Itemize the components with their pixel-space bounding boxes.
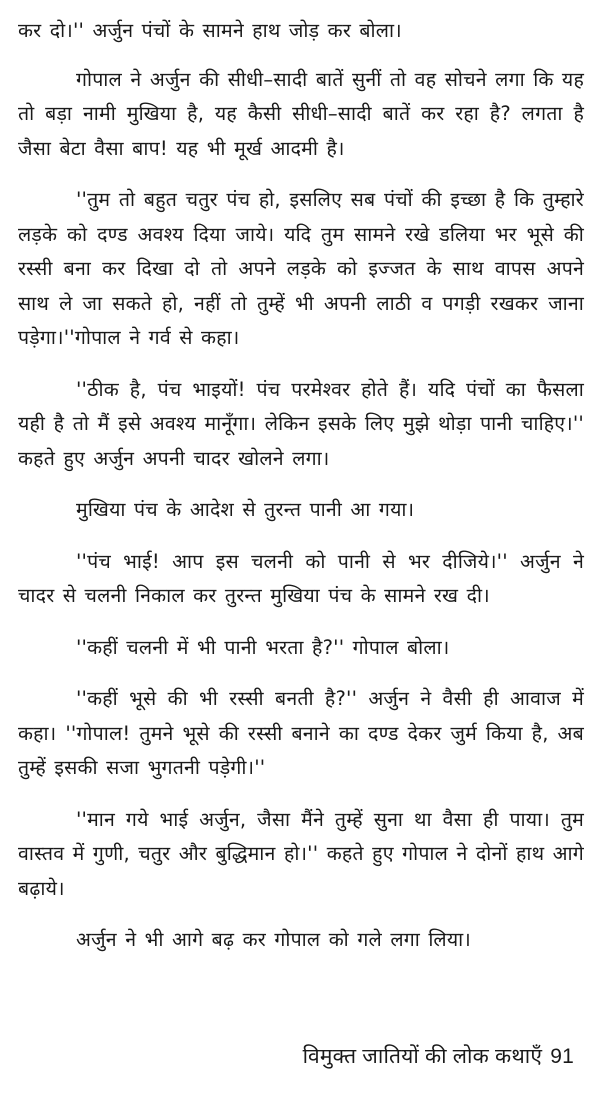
- paragraph-2: गोपाल ने अर्जुन की सीधी–सादी बातें सुनीं तो वह सोचने लगा कि यह तो बड़ा नामी मुखिया है, यह कैसी सीधी–सादी बातें कर रहा है? लगता है जैसा बेटा वैसा बाप! यह भी मूर्ख आदमी है।: [18, 67, 584, 160]
- paragraph-10: अर्जुन ने भी आगे बढ़ कर गोपाल को गले लगा लिया।: [76, 928, 472, 951]
- paragraph-4: ''ठीक है, पंच भाइयों! पंच परमेश्वर होते हैं। यदि पंचों का फैसला यही है तो मैं इसे अवश्य मानूँगा। लेकिन इसके लिए मुझे थोड़ा पानी चाहिए।'' कहते हुए अर्जुन अपनी चादर खोलने लगा।: [18, 377, 584, 470]
- page-footer: [303, 1042, 574, 1070]
- paragraph-8: ''कहीं भूसे की भी रस्सी बनती है?'' अर्जुन ने वैसी ही आवाज में कहा। ''गोपाल! तुमने भूसे की रस्सी बनाने का दण्ड देकर जुर्म किया है, अब तुम्हें इसकी सजा भुगतनी पड़ेगी।'': [18, 687, 584, 779]
- page-body: [18, 14, 584, 975]
- page-number: 91: [550, 1045, 574, 1068]
- paragraph-9: ''मान गये भाई अर्जुन, जैसा मैंने तुम्हें सुना था वैसा ही पाया। तुम वास्तव में गुणी, चतुर और बुद्धिमान हो।'' कहते हुए गोपाल ने दोनों हाथ आगे बढ़ाये।: [18, 807, 584, 900]
- paragraph-1: कर दो।'' अर्जुन पंचों के सामने हाथ जोड़ कर बोला।: [18, 19, 402, 42]
- paragraph-6: ''पंच भाई! आप इस चलनी को पानी से भर दीजिये।'' अर्जुन ने चादर से चलनी निकाल कर तुरन्त मुखिया पंच के सामने रख दी।: [18, 549, 584, 607]
- book-title: विमुक्त जातियों की लोक कथाएँ: [302, 1045, 543, 1068]
- paragraph-7: ''कहीं चलनी में भी पानी भरता है?'' गोपाल बोला।: [76, 635, 450, 659]
- paragraph-3: ''तुम तो बहुत चतुर पंच हो, इसलिए सब पंचों की इच्छा है कि तुम्हारे लड़के को दण्ड अवश्य दिया जाये। यदि तुम सामने रखे डलिया भर भूसे की रस्सी बना कर दिखा दो तो अपने लड़के को इज्जत के साथ वापस अपने साथ ले जा सकते हो, नहीं तो तुम्हें भी अपनी लाठी व पगड़ी रखकर जाना पड़ेगा।''गोपाल ने गर्व से कहा।: [18, 188, 584, 349]
- paragraph-5: मुखिया पंच के आदेश से तुरन्त पानी आ गया।: [76, 498, 415, 521]
